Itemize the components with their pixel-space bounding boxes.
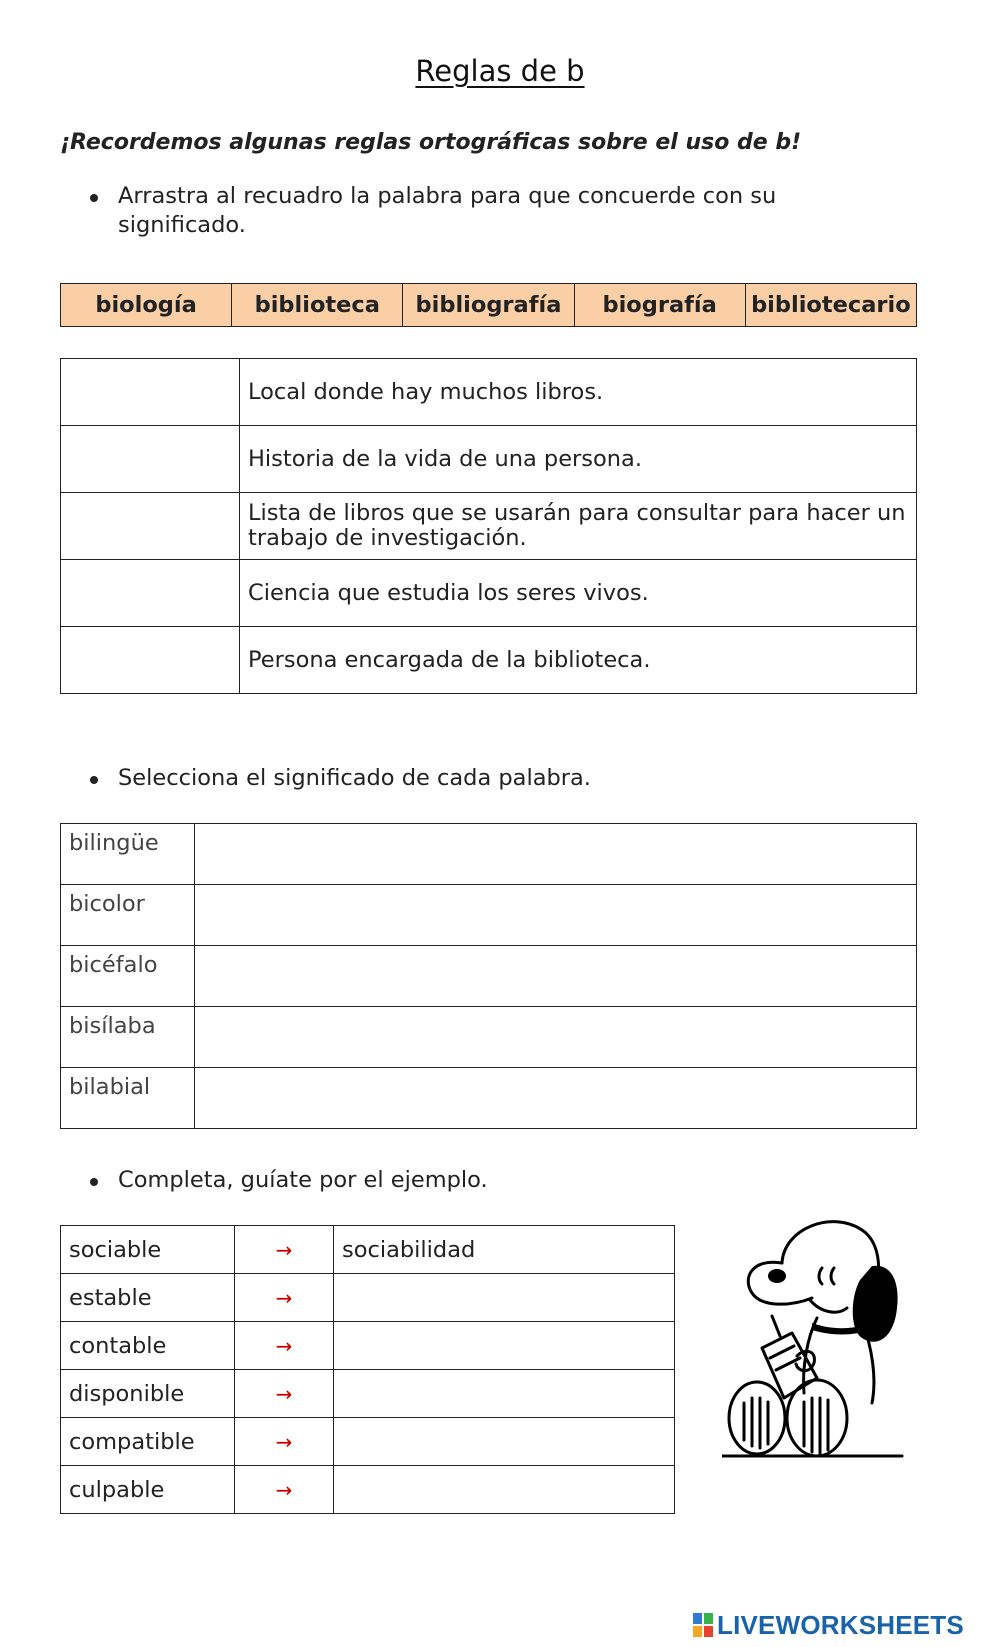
meaning-word: bicéfalo [61, 946, 195, 1007]
word-bank [60, 283, 917, 327]
meaning-word: bicolor [61, 885, 195, 946]
liveworksheets-logo [693, 1610, 964, 1640]
definition-text: Local donde hay muchos libros. [240, 359, 917, 426]
arrow-icon: → [235, 1226, 334, 1274]
word-chip-bibliotecario[interactable]: bibliotecario [745, 284, 916, 327]
word-chip-biblioteca[interactable]: biblioteca [232, 284, 403, 327]
base-word: disponible [61, 1370, 235, 1418]
page-title: Reglas de b [415, 54, 585, 88]
instruction-select [90, 764, 880, 793]
answer-field[interactable] [334, 1274, 675, 1322]
arrow-icon: → [235, 1274, 334, 1322]
table-row [61, 1007, 917, 1068]
arrow-icon: → [235, 1370, 334, 1418]
meaning-word: bilabial [61, 1068, 195, 1129]
table-row [61, 885, 917, 946]
table-row [61, 1068, 917, 1129]
word-chip-biologia[interactable]: biología [61, 284, 232, 327]
answer-field[interactable] [334, 1466, 675, 1514]
instruction-drag [90, 182, 880, 240]
answer-field[interactable] [334, 1370, 675, 1418]
base-word: culpable [61, 1466, 235, 1514]
table-row [61, 1370, 675, 1418]
word-chip-biografia[interactable]: biografía [574, 284, 745, 327]
table-row [61, 1418, 675, 1466]
definition-text: Historia de la vida de una persona. [240, 426, 917, 493]
meaning-word: bisílaba [61, 1007, 195, 1068]
arrow-icon: → [235, 1466, 334, 1514]
arrow-icon: → [235, 1418, 334, 1466]
answer-field: sociabilidad [334, 1226, 675, 1274]
arrow-icon: → [235, 1322, 334, 1370]
meaning-select[interactable] [195, 824, 917, 885]
table-row [61, 493, 917, 560]
base-word: sociable [61, 1226, 235, 1274]
table-row [61, 627, 917, 694]
definitions-table [60, 358, 917, 694]
logo-blocks-icon [693, 1613, 713, 1637]
meanings-table [60, 823, 917, 1129]
instruction-select-text: Selecciona el significado de cada palabra. [118, 765, 591, 791]
intro-text: ¡Recordemos algunas reglas ortográficas sobre el uso de b! [60, 130, 802, 155]
meaning-select[interactable] [195, 1068, 917, 1129]
meaning-select[interactable] [195, 885, 917, 946]
meaning-select[interactable] [195, 1007, 917, 1068]
base-word: contable [61, 1322, 235, 1370]
instruction-complete-text: Completa, guíate por el ejemplo. [118, 1167, 488, 1193]
base-word: compatible [61, 1418, 235, 1466]
drop-box[interactable] [61, 560, 240, 627]
table-row [61, 1322, 675, 1370]
drop-box[interactable] [61, 627, 240, 694]
definition-text: Ciencia que estudia los seres vivos. [240, 560, 917, 627]
table-row [61, 946, 917, 1007]
table-row [61, 824, 917, 885]
bullet-icon [90, 194, 98, 202]
drop-box[interactable] [61, 426, 240, 493]
table-row [61, 1274, 675, 1322]
answer-field[interactable] [334, 1322, 675, 1370]
base-word: estable [61, 1274, 235, 1322]
table-row [61, 1226, 675, 1274]
instruction-complete [90, 1166, 880, 1195]
drop-box[interactable] [61, 493, 240, 560]
answer-field[interactable] [334, 1418, 675, 1466]
drop-box[interactable] [61, 359, 240, 426]
definition-text: Lista de libros que se usarán para consultar para hacer un trabajo de investigación. [240, 493, 917, 560]
complete-table [60, 1225, 675, 1514]
table-row [61, 426, 917, 493]
bullet-icon [90, 776, 98, 784]
table-row [61, 560, 917, 627]
word-chip-bibliografia[interactable]: bibliografía [403, 284, 574, 327]
meaning-word: bilingüe [61, 824, 195, 885]
bullet-icon [90, 1178, 98, 1186]
table-row [61, 359, 917, 426]
brand-name: LIVEWORKSHEETS [717, 1609, 964, 1640]
meaning-select[interactable] [195, 946, 917, 1007]
definition-text: Persona encargada de la biblioteca. [240, 627, 917, 694]
instruction-drag-text: Arrastra al recuadro la palabra para que concuerde con su significado. [118, 183, 777, 238]
snoopy-illustration [722, 1208, 922, 1468]
table-row [61, 1466, 675, 1514]
